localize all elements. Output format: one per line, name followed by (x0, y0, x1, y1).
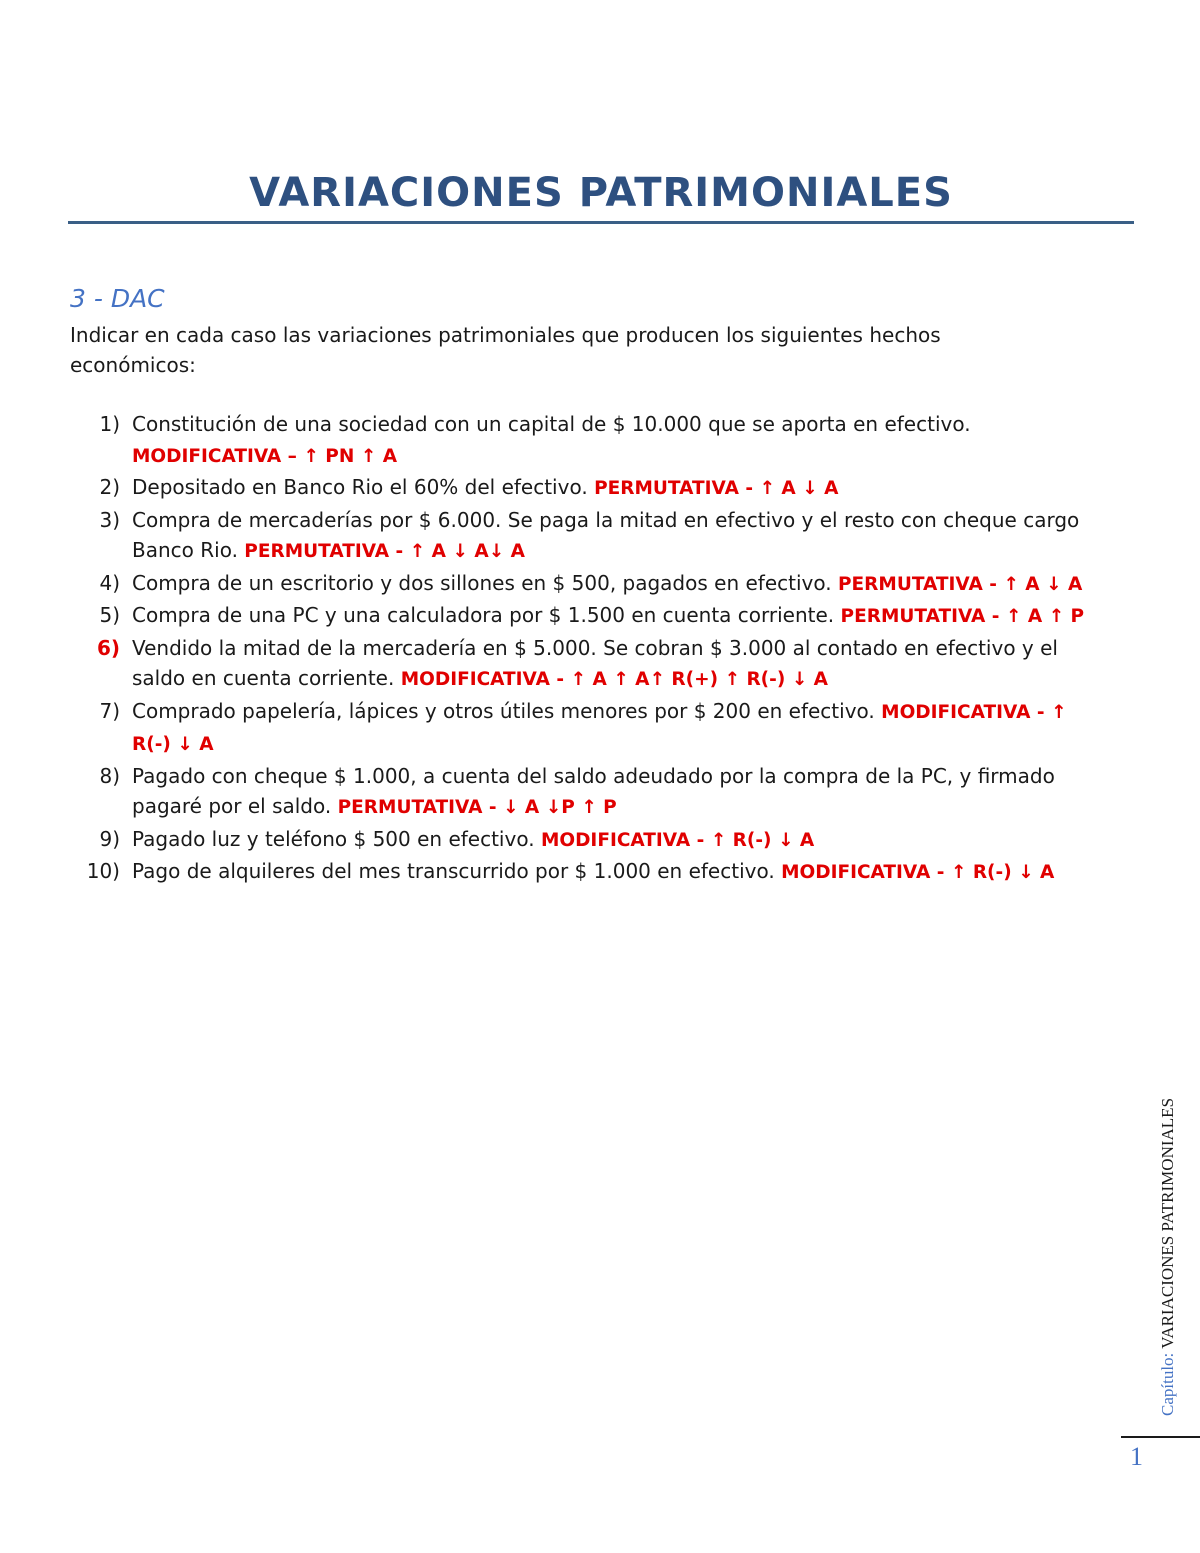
item-number: 6) (96, 635, 120, 660)
chapter-prefix: Capítulo: (1158, 1352, 1177, 1416)
item-text: Pagado con cheque $ 1.000, a cuenta del saldo adeudado por la compra de la PC, y firmado pagaré por el saldo. (132, 763, 1055, 818)
item-number: 5) (99, 603, 120, 627)
item-text: Constitución de una sociedad con un capital de $ 10.000 que se aporta en efectivo. (132, 412, 971, 436)
list-item (70, 409, 1110, 472)
list-item (70, 505, 1110, 568)
list-item (70, 856, 1110, 889)
item-number: 4) (99, 570, 120, 595)
item-number: 10) (86, 859, 120, 883)
item-answer: MODIFICATIVA – ↑ PN ↑ A (132, 445, 398, 467)
list-item (70, 472, 1110, 505)
title-underline (68, 221, 1134, 224)
page-number: 1 (1130, 1442, 1143, 1471)
page-title: VARIACIONES PATRIMONIALES (249, 170, 953, 216)
list-item (70, 600, 1110, 633)
chapter-side-label (1158, 1098, 1178, 1416)
item-text: Pagado luz y teléfono $ 500 en efectivo. (132, 826, 535, 851)
item-answer: PERMUTATIVA - ↑ A ↓ A (594, 478, 839, 499)
chapter-title: VARIACIONES PATRIMONIALES (1158, 1097, 1177, 1349)
item-text: Pago de alquileres del mes transcurrido por $ 1.000 en efectivo. (132, 859, 775, 883)
item-number: 2) (99, 475, 120, 499)
item-answer: PERMUTATIVA - ↑ A ↓ A (837, 573, 1083, 595)
intro-paragraph: Indicar en cada caso las variaciones patrimoniales que producen los siguientes hechos económicos: (70, 323, 941, 377)
exercise-list (70, 409, 1110, 889)
item-number: 1) (99, 412, 120, 436)
item-answer: MODIFICATIVA - ↑ A ↑ A↑ R(+) ↑ R(-) ↓ A (400, 669, 828, 690)
page-number-rule (1121, 1436, 1200, 1438)
item-answer: MODIFICATIVA - ↑ R(-) ↓ A (132, 701, 1067, 755)
list-item (70, 633, 1110, 696)
item-text: Compra de mercaderías por $ 6.000. Se paga la mitad en efectivo y el resto con cheque cargo Banco Rio. (132, 507, 1080, 562)
list-item (70, 824, 1110, 857)
item-answer: PERMUTATIVA - ↑ A ↓ A↓ A (244, 541, 525, 562)
item-number: 3) (99, 507, 120, 532)
item-answer: MODIFICATIVA - ↑ R(-) ↓ A (540, 829, 815, 851)
item-number: 7) (99, 698, 120, 723)
item-text: Comprado papelería, lápices y otros útiles menores por $ 200 en efectivo. (132, 698, 875, 723)
item-number: 8) (99, 763, 120, 788)
item-text: Compra de una PC y una calculadora por $ 1.500 en cuenta corriente. (132, 603, 835, 627)
list-item (70, 761, 1110, 824)
item-text: Depositado en Banco Rio el 60% del efectivo. (132, 475, 588, 499)
list-item (70, 568, 1110, 601)
item-answer: PERMUTATIVA - ↑ A ↑ P (840, 606, 1085, 627)
item-text: Vendido la mitad de la mercadería en $ 5.000. Se cobran $ 3.000 al contado en efectivo y el saldo en cuenta corriente. (132, 635, 1058, 690)
section-heading: 3 - DAC (70, 284, 165, 313)
item-answer: PERMUTATIVA - ↓ A ↓P ↑ P (337, 797, 617, 818)
item-answer: MODIFICATIVA - ↑ R(-) ↓ A (781, 862, 1055, 883)
item-text: Compra de un escritorio y dos sillones en $ 500, pagados en efectivo. (132, 570, 832, 595)
item-number: 9) (99, 826, 120, 851)
list-item (70, 696, 1110, 761)
